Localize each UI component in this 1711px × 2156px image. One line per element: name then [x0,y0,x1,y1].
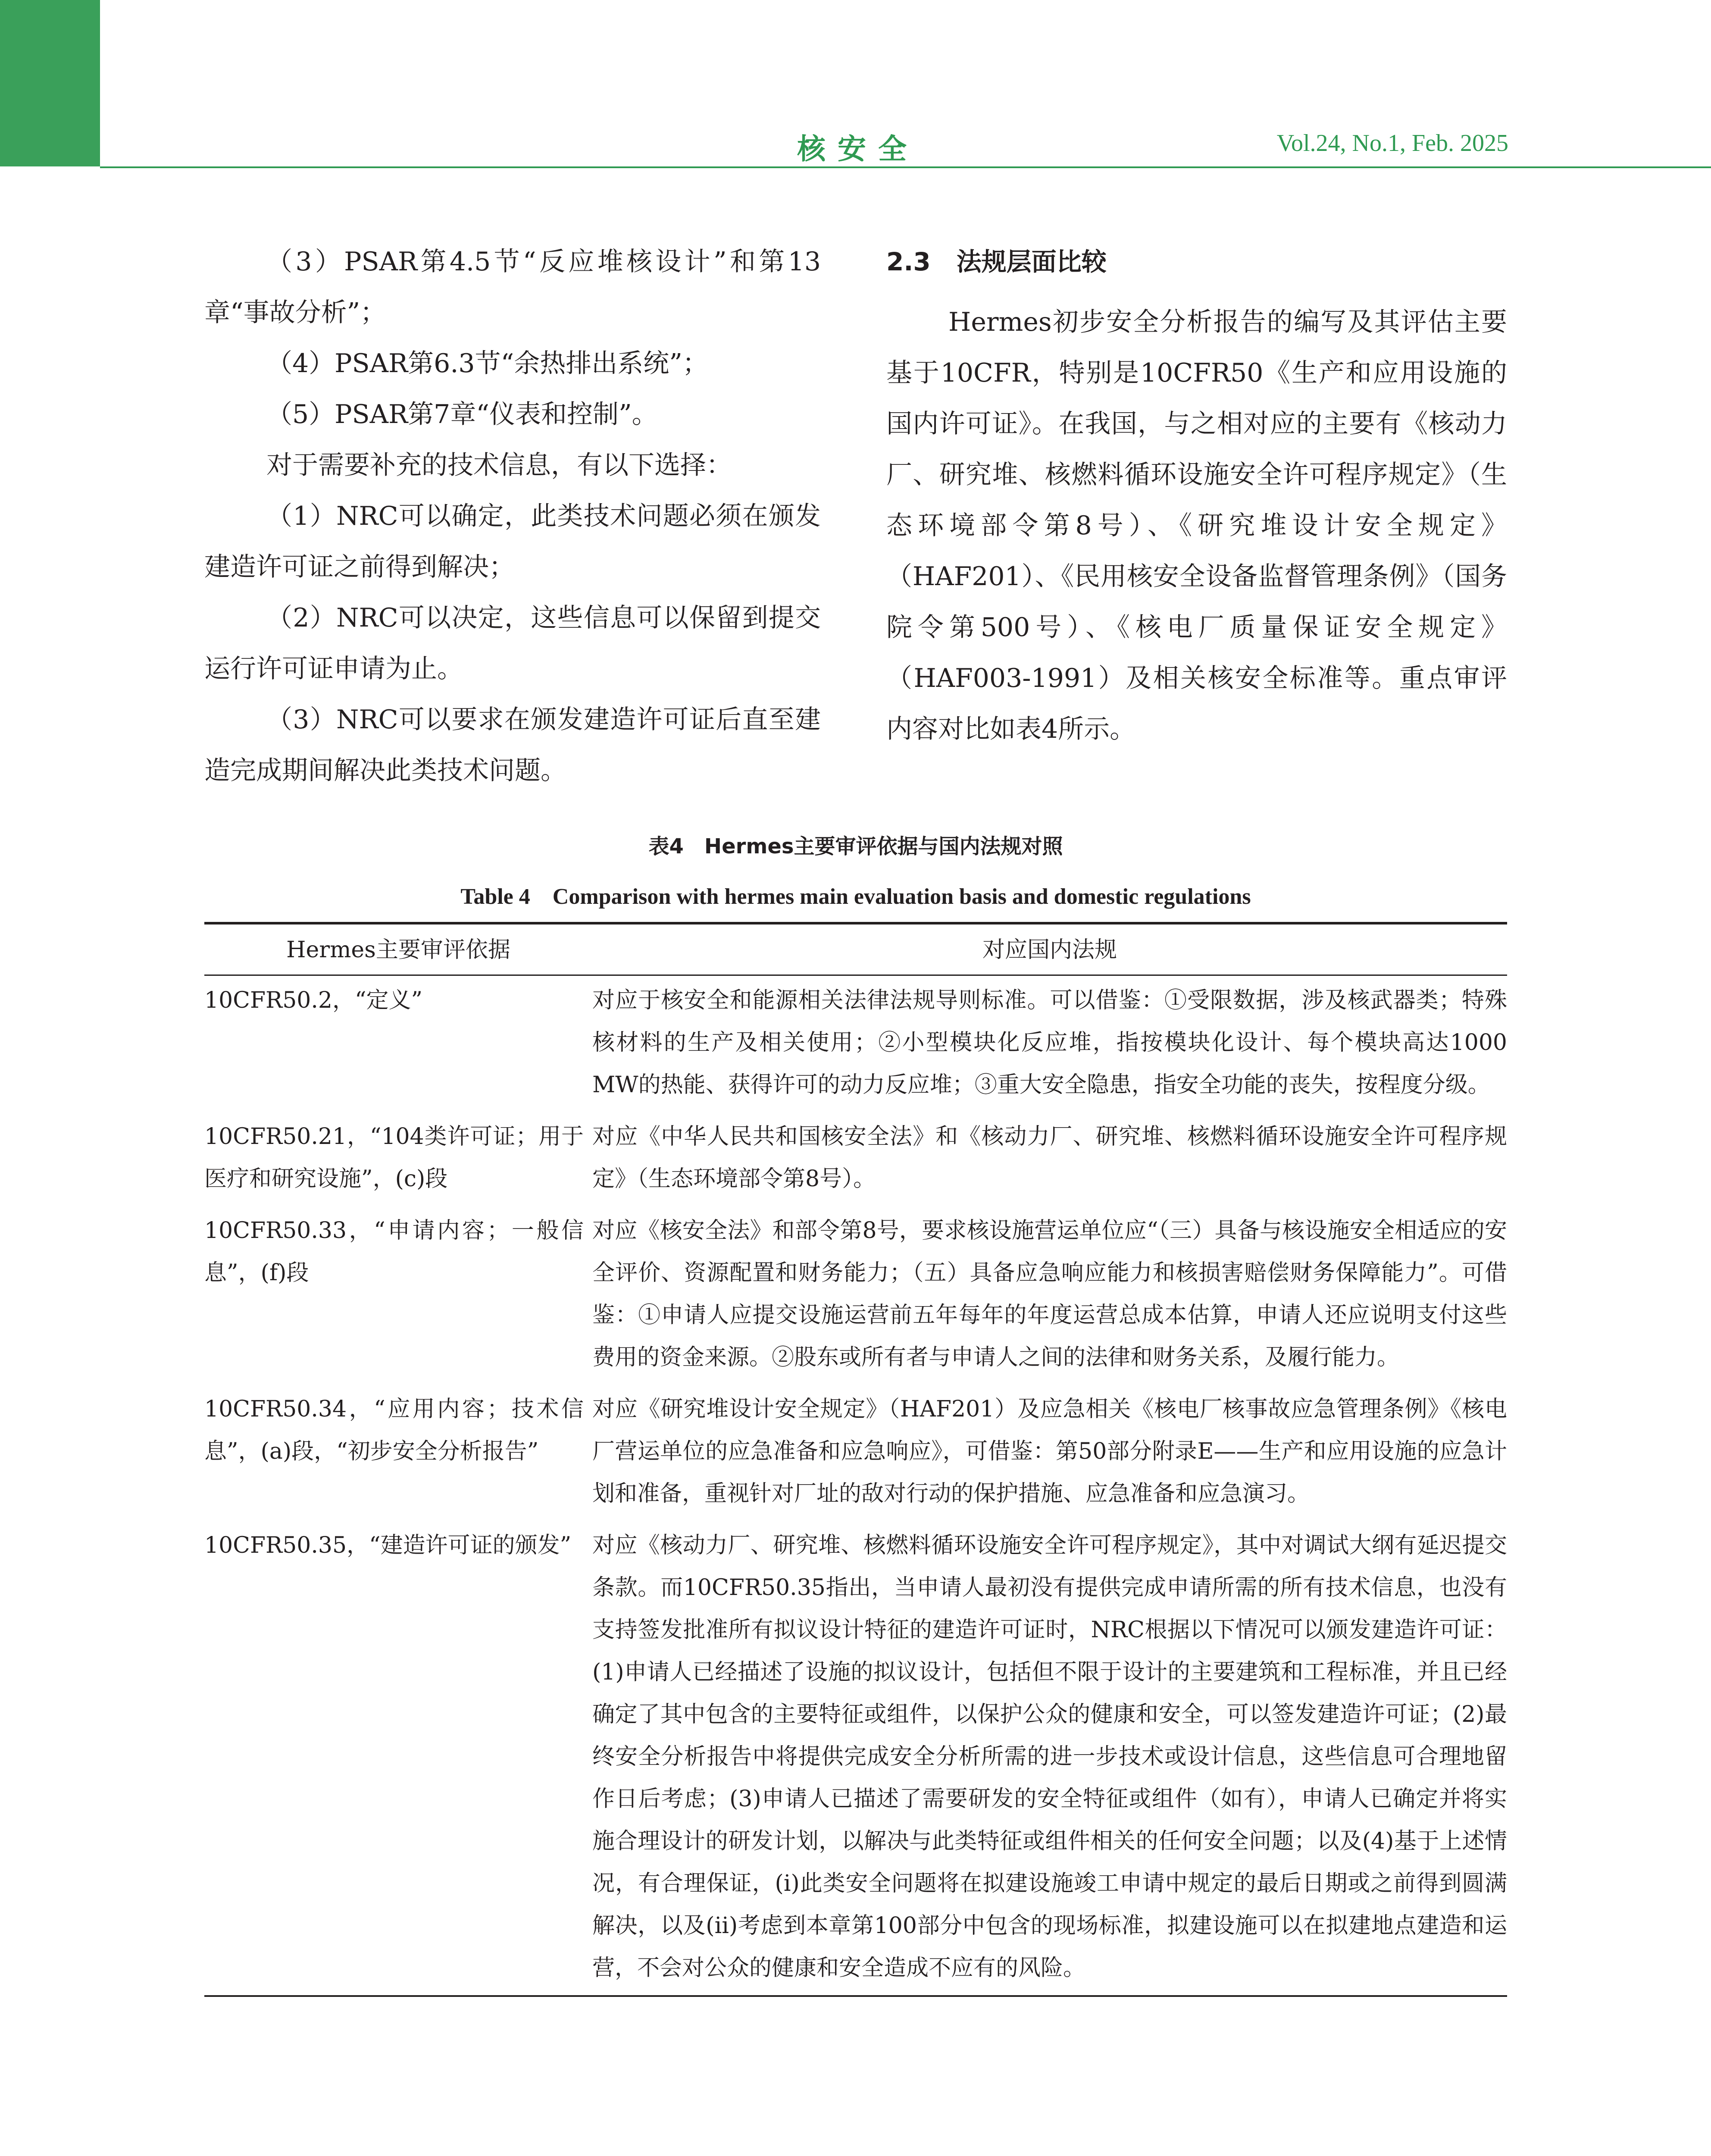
basis-cell: 10CFR50.33，“申请内容；一般信息”，(f)段 [204,1218,584,1286]
list-item: （3）NRC可以要求在颁发建造许可证后直至建造完成期间解决此类技术问题。 [204,705,821,786]
section-title: 法规层面比较 [956,247,1107,276]
journal-title: 核安全 [797,132,919,166]
table-row [204,1521,1507,1996]
domestic-cell: 对应《中华人民共和国核安全法》和《核动力厂、研究堆、核燃料循环设施安全许可程序规定》（生态环境部令第8号）。 [592,1124,1507,1192]
header-rule [100,166,1711,168]
left-column [204,236,821,796]
basis-cell: 10CFR50.21，“104类许可证；用于医疗和研究设施”，(c)段 [204,1124,584,1192]
list-item: （3）PSAR第4.5节“反应堆核设计”和第13章“事故分析”； [204,247,821,328]
table-row [204,975,1507,1112]
domestic-cell: 对应《研究堆设计安全规定》（HAF201）及应急相关《核电厂核事故应急管理条例》《核电厂营运单位的应急准备和应急响应》，可借鉴：第50部分附录E——生产和应用设施的应急计划和准备，重视针对厂址的敌对行动的保护措施、应急准备和应急演习。 [592,1396,1507,1507]
list-item: （4）PSAR第6.3节“余热排出系统”； [266,348,708,379]
basis-cell: 10CFR50.2，“定义” [204,987,423,1013]
paragraph: 对于需要补充的技术信息，有以下选择： [266,450,732,480]
comparison-table [204,922,1507,1997]
list-item: （2）NRC可以决定，这些信息可以保留到提交运行许可证申请为止。 [204,603,821,684]
basis-cell: 10CFR50.35，“建造许可证的颁发” [204,1532,572,1558]
list-item: （1）NRC可以确定，此类技术问题必须在颁发建造许可证之前得到解决； [204,501,821,582]
section-heading [886,236,1507,287]
column-header: 对应国内法规 [982,937,1117,963]
table-caption-en: Table 4 Comparison with hermes main evaluation basis and domestic regulations [460,884,1251,909]
paragraph: Hermes初步安全分析报告的编写及其评估主要基于10CFR，特别是10CFR50《生产和应用设施的国内许可证》。在我国，与之相对应的主要有《核动力厂、研究堆、核燃料循环设施安全许可程序规定》（生态环境部令第8号）、《研究堆设计安全规定》（HAF201）、《民用核安全设备监督管理条例》（国务院令第500号）、《核电厂质量保证安全规定》（HAF003-1991）及相关核安全标准等。重点审评内容对比如表4所示。 [886,307,1507,744]
domestic-cell: 对应《核安全法》和部令第8号，要求核设施营运单位应“（三）具备与核设施安全相适应的安全评价、资源配置和财务能力；（五）具备应急响应能力和核损害赔偿财务保障能力”。可借鉴：①申请人应提交设施运营前五年每年的年度运营总成本估算，申请人还应说明支付这些费用的资金来源。②股东或所有者与申请人之间的法律和财务关系，及履行能力。 [592,1218,1507,1370]
volume-info: Vol.24, No.1, Feb. 2025 [1276,130,1508,157]
right-column [886,236,1507,755]
column-header: Hermes主要审评依据 [286,937,510,963]
section-number: 2.3 [886,247,931,276]
domestic-cell: 对应于核安全和能源相关法律法规导则标准。可以借鉴：①受限数据，涉及核武器类；特殊核材料的生产及相关使用；②小型模块化反应堆，指按模块化设计、每个模块高达1000 MW的热能、获得许可的动力反应堆；③重大安全隐患，指安全功能的丧失，按程度分级。 [592,987,1507,1098]
list-item: （5）PSAR第7章“仪表和控制”。 [266,399,658,429]
domestic-cell: 对应《核动力厂、研究堆、核燃料循环设施安全许可程序规定》，其中对调试大纲有延迟提交条款。而10CFR50.35指出，当申请人最初没有提供完成申请所需的所有技术信息，也没有支持签发批准所有拟议设计特征的建造许可证时，NRC根据以下情况可以颁发建造许可证：(1)申请人已经描述了设施的拟议设计，包括但不限于设计的主要建筑和工程标准，并且已经确定了其中包含的主要特征或组件，以保护公众的健康和安全，可以签发建造许可证；(2)最终安全分析报告中将提供完成安全分析所需的进一步技术或设计信息，这些信息可合理地留作日后考虑；(3)申请人已描述了需要研发的安全特征或组件（如有），申请人已确定并将实施合理设计的研发计划，以解决与此类特征或组件相关的任何安全问题；以及(4)基于上述情况，有合理保证，(i)此类安全问题将在拟建设施竣工申请中规定的最后日期或之前得到圆满解决，以及(ii)考虑到本章第100部分中包含的现场标准，拟建设施可以在拟建地点建造和运营，不会对公众的健康和安全造成不应有的风险。 [592,1532,1507,1981]
basis-cell: 10CFR50.34，“应用内容；技术信息”，(a)段，“初步安全分析报告” [204,1396,584,1464]
table-caption-cn: 表4 Hermes主要审评依据与国内法规对照 [648,834,1063,859]
table-row [204,1385,1507,1521]
header-color-tab [0,0,100,166]
table-row [204,1206,1507,1385]
table-header-row [204,923,1507,975]
table-row [204,1112,1507,1206]
